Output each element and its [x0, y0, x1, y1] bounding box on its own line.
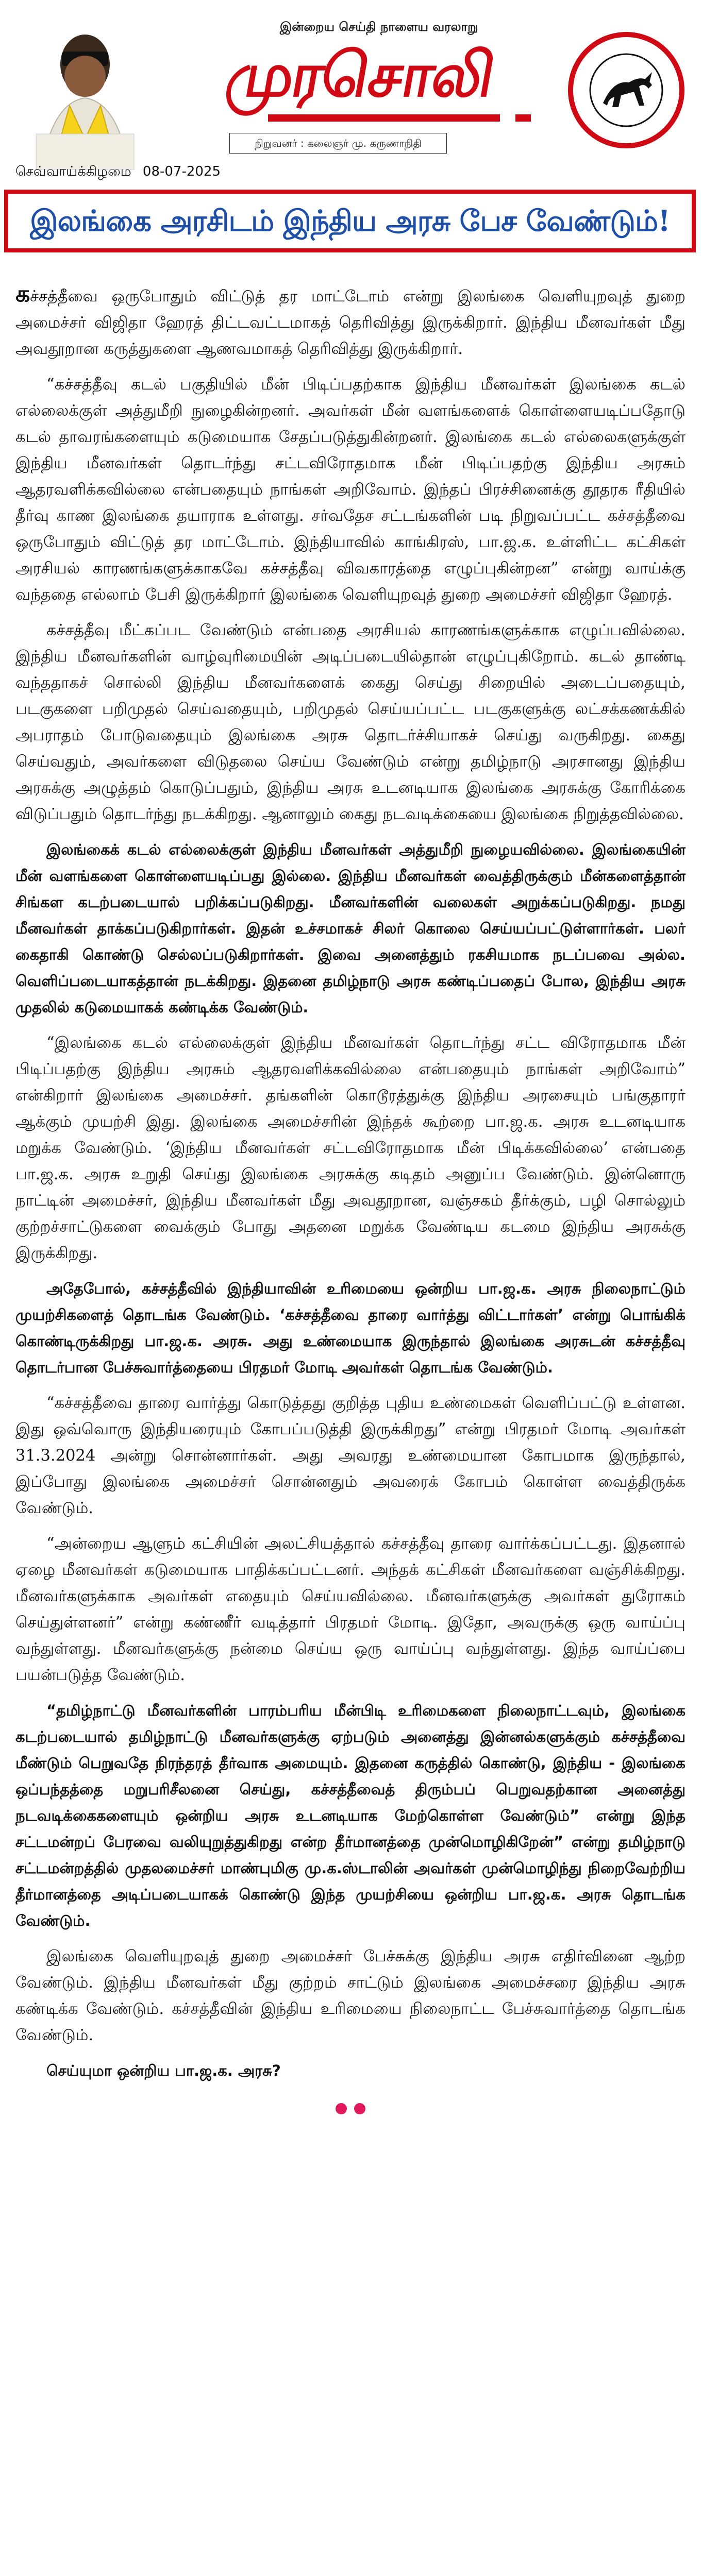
article-paragraph-bold: “தமிழ்நாட்டு மீனவர்களின் பாரம்பரிய மீன்பிடி உரிமைகளை நிலைநாட்டவும், இலங்கை கடற்படையால் தமிழ்நாட்டு மீனவர்களுக்கு ஏற்படும் அனைத்து இன்னல்களுக்கும் கச்சத்தீவை மீண்டும் பெறுவதே நிரந்தரத் தீர்வாக அமையும். இதனை கருத்தில் கொண்டு, இந்திய - இலங்கை ஒப்பந்தத்தை மறுபரிசீலனை செய்து, கச்சத்தீவைத் திரும்பப் பெறுவதற்கான அனைத்து நடவடிக்கைகளையும் ஒன்றிய அரசு உடனடியாக மேற்கொள்ள வேண்டும்” என்று இந்த சட்டமன்றப் பேரவை வலியுறுத்துகிறது என்ற தீர்மானத்தை முன்மொழிகிறேன்” என்று தமிழ்நாடு சட்டமன்றத்தில் முதலமைச்சர் மாண்புமிகு மு.க.ஸ்டாலின் அவர்கள் முன்மொழிந்து நிறைவேற்றிய தீர்மானத்தை அடிப்படையாகக் கொண்டு இந்த முயற்சியை ஒன்றிய பா.ஜ.க. அரசு தொடங்க வேண்டும். — [15, 1702, 686, 1929]
article-paragraph: “அன்றைய ஆளும் கட்சியின் அலட்சியத்தால் கச்சத்தீவு தாரை வார்க்கப்பட்டது. இதனால் ஏழை மீனவர்கள் கடுமையாக பாதிக்கப்பட்டனர். அந்தக் கட்சிகள் மீனவர்களை வஞ்சிக்கிறது. மீனவர்களுக்காக அவர்கள் எதையும் செய்யவில்லை. மீனவர்களுக்கு அவர்கள் துரோகம் செய்துள்ளனர்” என்று கண்ணீர் வடித்தார் பிரதமர் மோடி. இதோ, அவருக்கு ஒரு வாய்ப்பு வந்துள்ளது. மீனவர்களுக்கு நன்மை செய்ய ஒரு வாய்ப்பு வந்துள்ளது. இந்த வாய்ப்பை பயன்படுத்த வேண்டும். — [15, 1535, 686, 1684]
drop-cap: க — [15, 281, 30, 307]
dateline — [15, 164, 228, 181]
article-paragraph: கச்சத்தீவை ஒருபோதும் விட்டுத் தர மாட்டோம் என்று இலங்கை வெளியுறவுத் துறை அமைச்சர் விஜிதா ஹேரத் திட்டவட்டமாகத் தெரிவித்து இருக்கிறார். இந்திய மீனவர்கள் மீது அவதூறான கருத்துகளை ஆணவமாகத் தெரிவித்து இருக்கிறார். — [15, 281, 686, 358]
article-paragraph-bold: இலங்கைக் கடல் எல்லைக்குள் இந்திய மீனவர்கள் அத்துமீறி நுழையவில்லை. இலங்கையின் மீன் வளங்களை கொள்ளையடிப்பது இல்லை. இந்திய மீனவர்கள் வைத்திருக்கும் மீன்களைத்தான் சிங்கள கடற்படையால் பறிக்கப்படுகிறது. மீனவர்களின் வலைகள் அறுக்கப்படுகிறது. நமது மீனவர்கள் தாக்கப்படுகிறார்கள். இதன் உச்சமாகச் சிலர் கொலை செய்யப்பட்டுள்ளார்கள். பலர் கைதாகி கொண்டு செல்லப்படுகிறார்கள். இவை அனைத்தும் ரகசியமாக நடப்பவை அல்ல. வெளிப்படையாகத்தான் நடக்கிறது. இதனை தமிழ்நாடு அரசு கண்டிப்பதைப் போல, இந்திய அரசு முதலில் கடுமையாகக் கண்டிக்க வேண்டும். — [15, 841, 686, 1016]
article-paragraph-bold: அதேபோல், கச்சத்தீவில் இந்தியாவின் உரிமையை ஒன்றிய பா.ஜ.க. அரசு நிலைநாட்டும் முயற்சிகளைத் தொடங்க வேண்டும். ‘கச்சத்தீவை தாரை வார்த்து விட்டார்கள்’ என்று பொங்கிக் கொண்டிருக்கிறது பா.ஜ.க. அரசு. அது உண்மையாக இருந்தால் இலங்கை அரசுடன் கச்சத்தீவு தொடர்பான பேச்சுவார்த்தையை பிரதமர் மோடி அவர்கள் தொடங்க வேண்டும். — [15, 1280, 686, 1376]
editorial-article — [15, 281, 686, 2093]
end-of-article-marker — [325, 2101, 377, 2116]
article-paragraph: கச்சத்தீவு மீட்கப்பட வேண்டும் என்பதை அரசியல் காரணங்களுக்காக எழுப்பவில்லை. இந்திய மீனவர்களின் வாழ்வுரிமையின் அடிப்படையில்தான் எழுப்புகிறோம். கடல் தாண்டி வந்ததாகச் சொல்லி இந்திய மீனவர்களைக் கைது செய்து சிறையில் அடைப்பதையும், படகுகளை பறிமுதல் செய்வதையும், பறிமுதல் செய்யப்பட்ட படகுகளுக்கு லட்சக்கணக்கில் அபராதம் போடுவதையும் இலங்கை அரசு தொடர்ச்சியாகச் செய்து வருகிறது. கைது செய்வதும், அவர்களை விடுதலை செய்ய வேண்டும் என்று தமிழ்நாடு அரசானது இந்திய அரசுக்கு அழுத்தம் கொடுப்பதும், இந்திய அரசு உடனடியாக இலங்கை அரசுக்கு கோரிக்கை விடுப்பதும் தொடர்ந்து நடக்கிறது. ஆனாலும் கைது நடவடிக்கையை இலங்கை நிறுத்தவில்லை. — [15, 621, 686, 823]
article-paragraph: இலங்கை வெளியுறவுத் துறை அமைச்சர் பேச்சுக்கு இந்திய அரசு எதிர்வினை ஆற்ற வேண்டும். இந்திய மீனவர்கள் மீது குற்றம் சாட்டும் இலங்கை அமைச்சரை இந்திய அரசு கண்டிக்க வேண்டும். கச்சத்தீவின் இந்திய உரிமையை நிலைநாட்ட பேச்சுவார்த்தை தொடங்க வேண்டும். — [15, 1947, 686, 2044]
editorial-headline: இலங்கை அரசிடம் இந்திய அரசு பேச வேண்டும்! — [30, 204, 670, 238]
headline-box — [4, 190, 696, 252]
masthead — [0, 0, 702, 178]
founder-line: நிறுவனர் : கலைஞர் மு. கருணாநிதி — [229, 133, 447, 154]
article-paragraph: “இலங்கை கடல் எல்லைக்குள் இந்திய மீனவர்கள் தொடர்ந்து சட்ட விரோதமாக மீன் பிடிப்பதற்கு இந்திய அரசும் ஆதரவளிக்கவில்லை என்பதையும் நாங்கள் அறிவோம்” என்கிறார் இலங்கை அமைச்சர். தங்களின் கொடூரத்துக்கு இந்திய அரசையும் பங்குதாரர் ஆக்கும் முயற்சி இது. இலங்கை அமைச்சரின் இந்தக் கூற்றை பா.ஜ.க. அரசு உடனடியாக மறுக்க வேண்டும். ‘இந்திய மீனவர்கள் சட்டவிரோதமாக மீன் பிடிக்கவில்லை’ என்பதை பா.ஜ.க. அரசு உறுதி செய்து இலங்கை அரசுக்கு கடிதம் அனுப்ப வேண்டும். இன்னொரு நாட்டின் அமைச்சர், இந்திய மீனவர்கள் மீது அவதூறான, வஞ்சகம் தீர்க்கும், பழி சொல்லும் குற்றச்சாட்டுகளை வைக்கும் போது அதனை மறுக்க வேண்டிய கடமை இந்திய அரசுக்கு இருக்கிறது. — [15, 1034, 686, 1262]
founder-portrait — [21, 15, 149, 170]
article-paragraph: “கச்சத்தீவு கடல் பகுதியில் மீன் பிடிப்பதற்காக இந்திய மீனவர்கள் இலங்கை கடல் எல்லைக்குள் அத்துமீறி நுழைகின்றனர். அவர்கள் மீன் வளங்களைக் கொள்ளையடிப்பதோடு கடல் தாவரங்களையும் கடுமையாக சேதப்படுத்துகின்றனர். இலங்கை கடல் எல்லைகளுக்குள் இந்திய மீனவர்கள் தொடர்ந்து சட்டவிரோதமாக மீன் பிடிப்பதற்கு இந்திய அரசும் ஆதரவளிக்கவில்லை என்பதையும் நாங்கள் அறிவோம். இந்தப் பிரச்சினைக்கு தூதரக ரீதியில் தீர்வு காண இலங்கை தயாராக உள்ளது. சர்வதேச சட்டங்களின் படி நிறுவப்பட்ட கச்சத்தீவை ஒருபோதும் விட்டுத் தர மாட்டோம். இந்தியாவில் காங்கிரஸ், பா.ஜ.க. உள்ளிட்ட கட்சிகள் அரசியல் காரணங்களுக்காகவே கச்சத்தீவு விவகாரத்தை எழுப்புகின்றன” என்று வாய்க்கு வந்ததை எல்லாம் பேசி இருக்கிறார் இலங்கை வெளியுறவுத் துறை அமைச்சர் விஜிதா ஹேரத். — [15, 376, 686, 604]
weekday: செவ்வாய்க்கிழமை — [15, 164, 131, 179]
logo-underline-end — [515, 114, 531, 122]
issue-date: 08-07-2025 — [142, 164, 221, 179]
end-dot — [336, 2103, 347, 2114]
end-dot — [354, 2103, 365, 2114]
article-closing-question: செய்யுமா ஒன்றிய பா.ஜ.க. அரசு? — [46, 2062, 281, 2079]
newspaper-logo: முரசொலி — [221, 39, 499, 110]
tagline: இன்றைய செய்தி நாளைய வரலாறு — [279, 20, 478, 34]
article-paragraph: “கச்சத்தீவை தாரை வார்த்து கொடுத்தது குறித்த புதிய உண்மைகள் வெளிப்பட்டு உள்ளன. இது ஒவ்வொரு இந்தியரையும் கோபப்படுத்தி இருக்கிறது” என்று பிரதமர் மோடி அவர்கள் 31.3.2024 அன்று சொன்னார்கள். அது அவரது உண்மையான கோபமாக இருந்தால், இப்போது இலங்கை அமைச்சர் சொன்னதும் அவரைக் கோபம் கொள்ள வைத்திருக்க வேண்டும். — [15, 1394, 686, 1517]
party-emblem-icon — [567, 31, 686, 149]
logo-underline — [268, 114, 500, 122]
